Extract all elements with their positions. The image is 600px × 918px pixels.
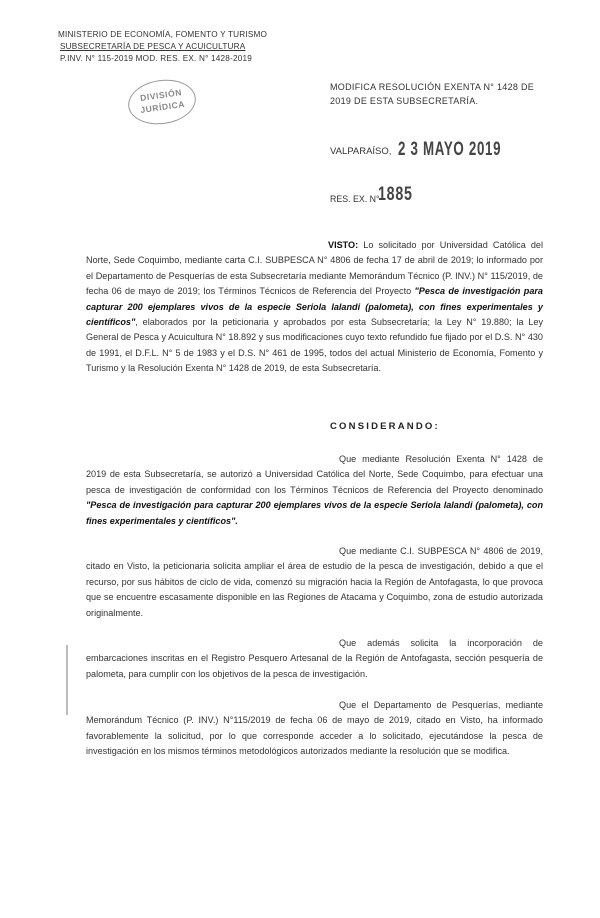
visto-text-b: , elaborados por la peticionaria y aprobados por esta Subsecretaría; la Ley N° 19.880; la Ley General de Pesca y Acuicultura N° 18.892 y sus modificaciones cuyo texto refundido fue fijado por el D.S. N° 430 de 1991, el D.F.L. N° 5 de 1983 y el D.S. N° 461 de 1995, todos del actual Ministerio de Economía, Fomento y Turismo y la Resolución Exenta N° 1428 de 2019, de esta Subsecretaría. [86, 317, 543, 374]
p4-indent-text: Que el Departamento de Pesquerías, mediante [339, 700, 543, 710]
p4-text: Memorándum Técnico (P. INV.) N°115/2019 de fecha 06 de mayo de 2019, citado en Visto, ha informado favorablemente la solicitud, por lo que corresponde acceder a lo solicitado, ejecutándose la pesca de investigación en los mismos términos metodológicos autorizados mediante la resolución que se modifica. [86, 715, 543, 757]
considerando-paragraph-4 [86, 698, 543, 760]
p3-indent-text: Que además solicita la incorporación de [339, 638, 543, 648]
subsecretaria-name: SUBSECRETARÍA DE PESCA Y ACUICULTURA [60, 42, 246, 51]
resolution-label: RES. EX. N° [330, 194, 380, 204]
p1-indent-text: Que mediante Resolución Exenta N° 1428 de [339, 454, 543, 464]
margin-scan-mark [66, 645, 68, 715]
considerando-paragraph-1 [86, 452, 543, 529]
considerando-paragraph-3 [86, 636, 543, 682]
p1-text: 2019 de esta Subsecretaría, se autorizó a Universidad Católica del Norte, Sede Coquimbo, para efectuar una pesca de investigación de conformidad con los Términos Técnicos de Referencia del Proyecto denominado [86, 469, 543, 495]
visto-label: VISTO: [328, 240, 359, 250]
reference-code: P.INV. N° 115-2019 MOD. RES. EX. N° 1428-2019 [60, 54, 252, 63]
division-juridica-stamp [125, 75, 198, 128]
date-stamp: 2 3 MAYO 2019 [398, 139, 502, 160]
stamp-line-2: JURÍDICA [139, 98, 186, 116]
p3-text: embarcaciones inscritas en el Registro Pesquero Artesanal de la Región de Antofagasta, sección pesquería de palometa, para cumplir con los objetivos de la pesca de investigación. [86, 653, 543, 679]
ministry-name: MINISTERIO DE ECONOMÍA, FOMENTO Y TURISMO [58, 30, 268, 39]
visto-text-a: Norte, Sede Coquimbo, mediante carta C.I. SUBPESCA N° 4806 de fecha 17 de abril de 2019; lo informado por el Departamento de Pesquerías de esta Subsecretaría mediante Memorándum Técnico (P. INV.) N° 115/2019, de fecha 06 de mayo de 2019; los Términos Técnicos de Referencia del Proyecto [86, 255, 543, 297]
considerando-heading: CONSIDERANDO: [330, 421, 440, 432]
p2-text: citado en Visto, la peticionaria solicita ampliar el área de estudio de la pesca de investigación, debido a que el recurso, por sus hábitos de ciclo de vida, comenzó su migración hacia la Región de Antofagasta, lo que provoca que se encuentre escasamente disponible en las Regiones de Atacama y Coquimbo, zona de estudio autorizada originalmente. [86, 561, 543, 618]
place-label: VALPARAÍSO, [330, 146, 392, 157]
p2-indent-text: Que mediante C.I. SUBPESCA N° 4806 de 2019, [339, 546, 543, 556]
visto-paragraph [86, 238, 543, 377]
p1-project-title: "Pesca de investigación para capturar 200 ejemplares vivos de la especie Seriola lalandi (palometa), con fines experimentales y científicos". [86, 500, 543, 526]
resolution-number: 1885 [378, 184, 413, 205]
resolution-subject: MODIFICA RESOLUCIÓN EXENTA N° 1428 DE 2019 DE ESTA SUBSECRETARÍA. [330, 82, 535, 106]
stamp-line-1: DIVISIÓN [139, 87, 183, 103]
visto-indent-text: Lo solicitado por Universidad Católica del [363, 240, 544, 250]
visto-project-title: "Pesca de investigación para capturar 200 ejemplares vivos de la especie Seriola lalandi (palometa), con fines experimentales y científicos" [86, 286, 543, 328]
considerando-paragraph-2 [86, 544, 543, 621]
